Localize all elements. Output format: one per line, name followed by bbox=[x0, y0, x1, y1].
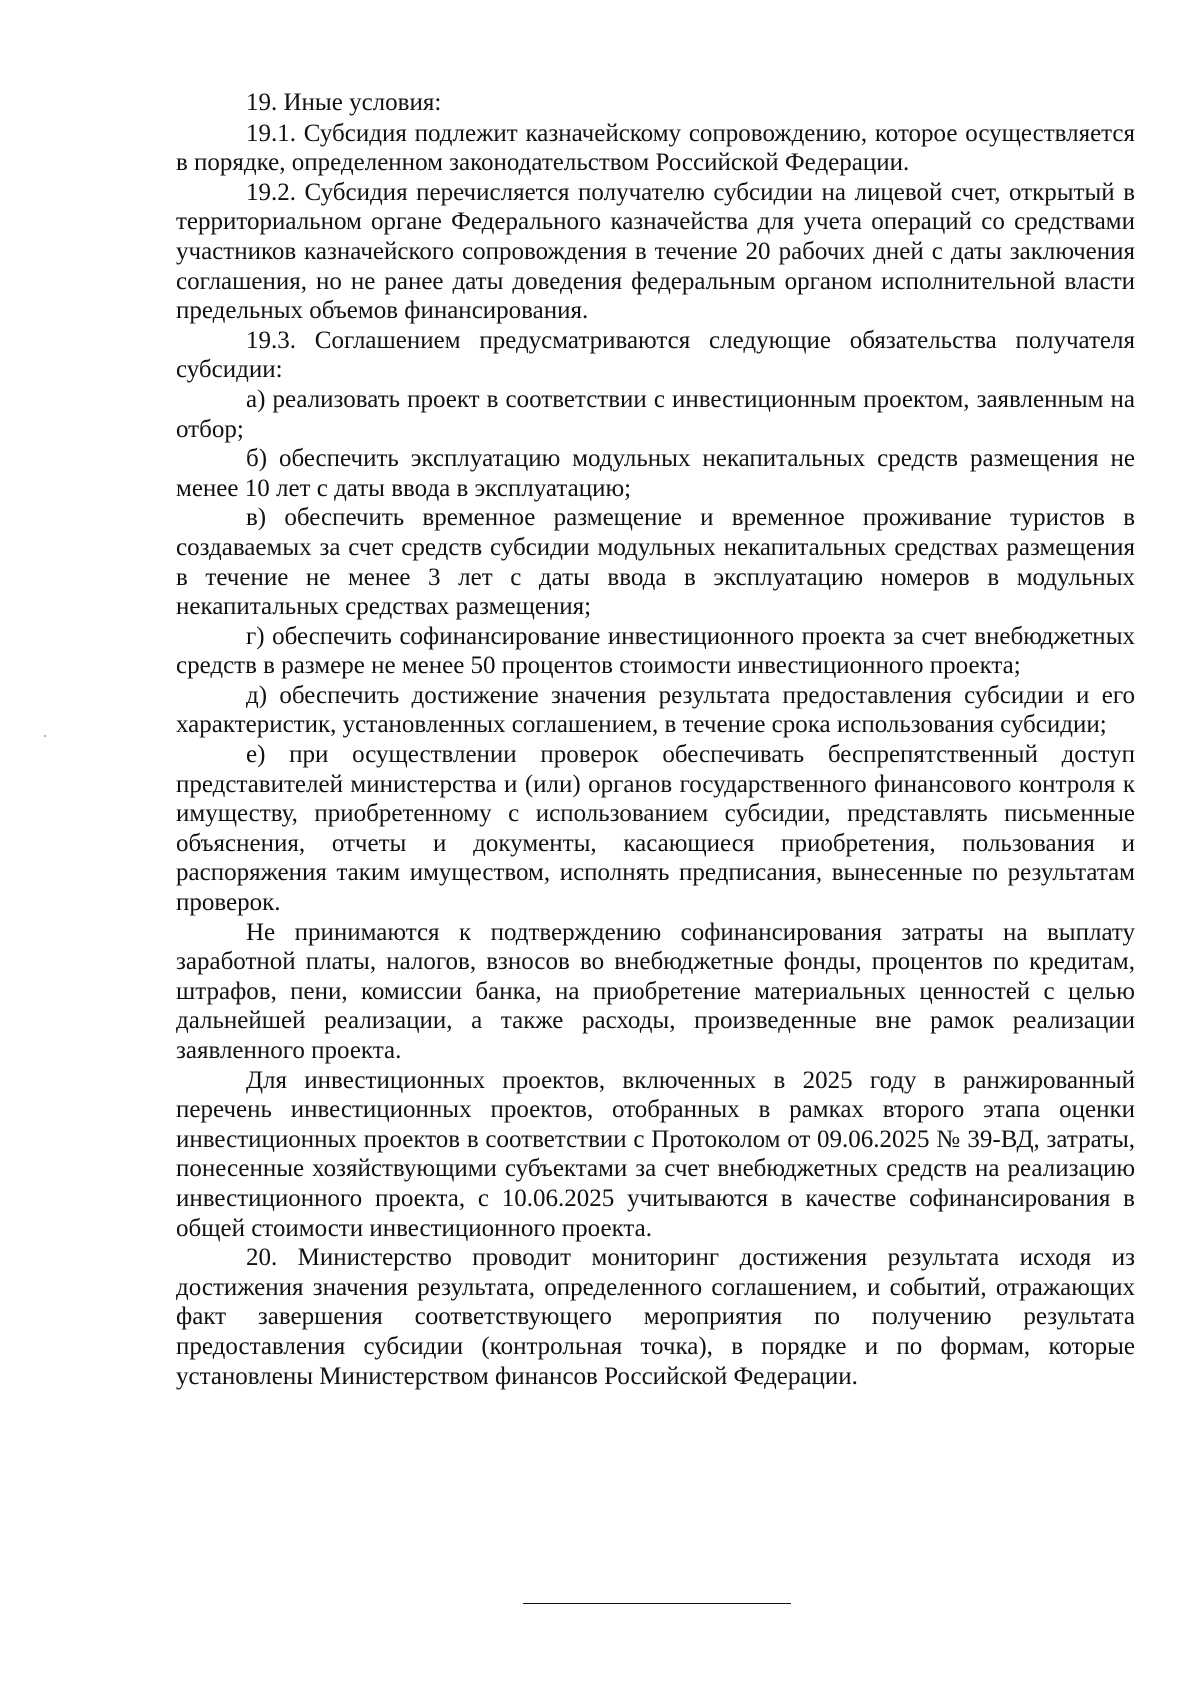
paragraph-19-2: 19.2. Субсидия перечисляется получателю субсидии на лицевой счет, открытый в территориальном органе Федерального казначейства для учета операций со средствами участников казначейского сопровождения в течение 20 рабочих дней с даты заключения соглашения, но не ранее даты доведения федеральным органом исполнительной власти предельных объемов финансирования. bbox=[176, 178, 1135, 325]
list-item-d: д) обеспечить достижение значения результата предоставления субсидии и его характеристик, установленных соглашением, в течение срока использования субсидии; bbox=[176, 681, 1135, 739]
scan-speck bbox=[44, 735, 46, 737]
paragraph-exclusions: Не принимаются к подтверждению софинансирования затраты на выплату заработной платы, налогов, взносов во внебюджетные фонды, процентов по кредитам, штрафов, пени, комиссии банка, на приобретение материальных ценностей с целью дальнейшей реализации, а также расходы, произведенные вне рамок реализации заявленного проекта. bbox=[176, 918, 1135, 1064]
paragraph-19-1: 19.1. Субсидия подлежит казначейскому сопровождению, которое осуществляется в порядке, определенном законодательством Российской Федерации. bbox=[176, 119, 1135, 177]
list-item-e: е) при осуществлении проверок обеспечивать беспрепятственный доступ представителей министерства и (или) органов государственного финансового контроля к имуществу, приобретенному с использованием субсидии, представлять письменные объяснения, отчеты и документы, касающиеся приобретения, пользования и распоряжения таким имуществом, исполнять предписания, вынесенные по результатам проверок. bbox=[176, 741, 1135, 917]
end-of-text-rule bbox=[523, 1603, 791, 1604]
document-body bbox=[176, 88, 1135, 1391]
list-item-a: а) реализовать проект в соответствии с инвестиционным проектом, заявленным на отбор; bbox=[176, 385, 1135, 443]
paragraph-2025-projects: Для инвестиционных проектов, включенных в 2025 году в ранжированный перечень инвестиционных проектов, отобранных в рамках второго этапа оценки инвестиционных проектов в соответствии с Протоколом от 09.06.2025 № 39-ВД, затраты, понесенные хозяйствующими субъектами за счет внебюджетных средств на реализацию инвестиционного проекта, с 10.06.2025 учитываются в качестве софинансирования в общей стоимости инвестиционного проекта. bbox=[176, 1066, 1135, 1242]
list-item-g: г) обеспечить софинансирование инвестиционного проекта за счет внебюджетных средств в размере не менее 50 процентов стоимости инвестиционного проекта; bbox=[176, 622, 1135, 680]
paragraph-20: 20. Министерство проводит мониторинг достижения результата исходя из достижения значения результата, определенного соглашением, и событий, отражающих факт завершения соответствующего мероприятия по получению результата предоставления субсидии (контрольная точка), в порядке и по формам, которые установлены Министерством финансов Российской Федерации. bbox=[176, 1244, 1135, 1390]
paragraph-19-heading: 19. Иные условия: bbox=[246, 89, 442, 116]
list-item-v: в) обеспечить временное размещение и временное проживание туристов в создаваемых за счет средств субсидии модульных некапитальных средствах размещения в течение не менее 3 лет с даты ввода в эксплуатацию номеров в модульных некапитальных средствах размещения; bbox=[176, 504, 1135, 621]
paragraph-19-3: 19.3. Соглашением предусматриваются следующие обязательства получателя субсидии: bbox=[176, 326, 1135, 384]
list-item-b: б) обеспечить эксплуатацию модульных некапитальных средств размещения не менее 10 лет с даты ввода в эксплуатацию; bbox=[176, 445, 1135, 502]
